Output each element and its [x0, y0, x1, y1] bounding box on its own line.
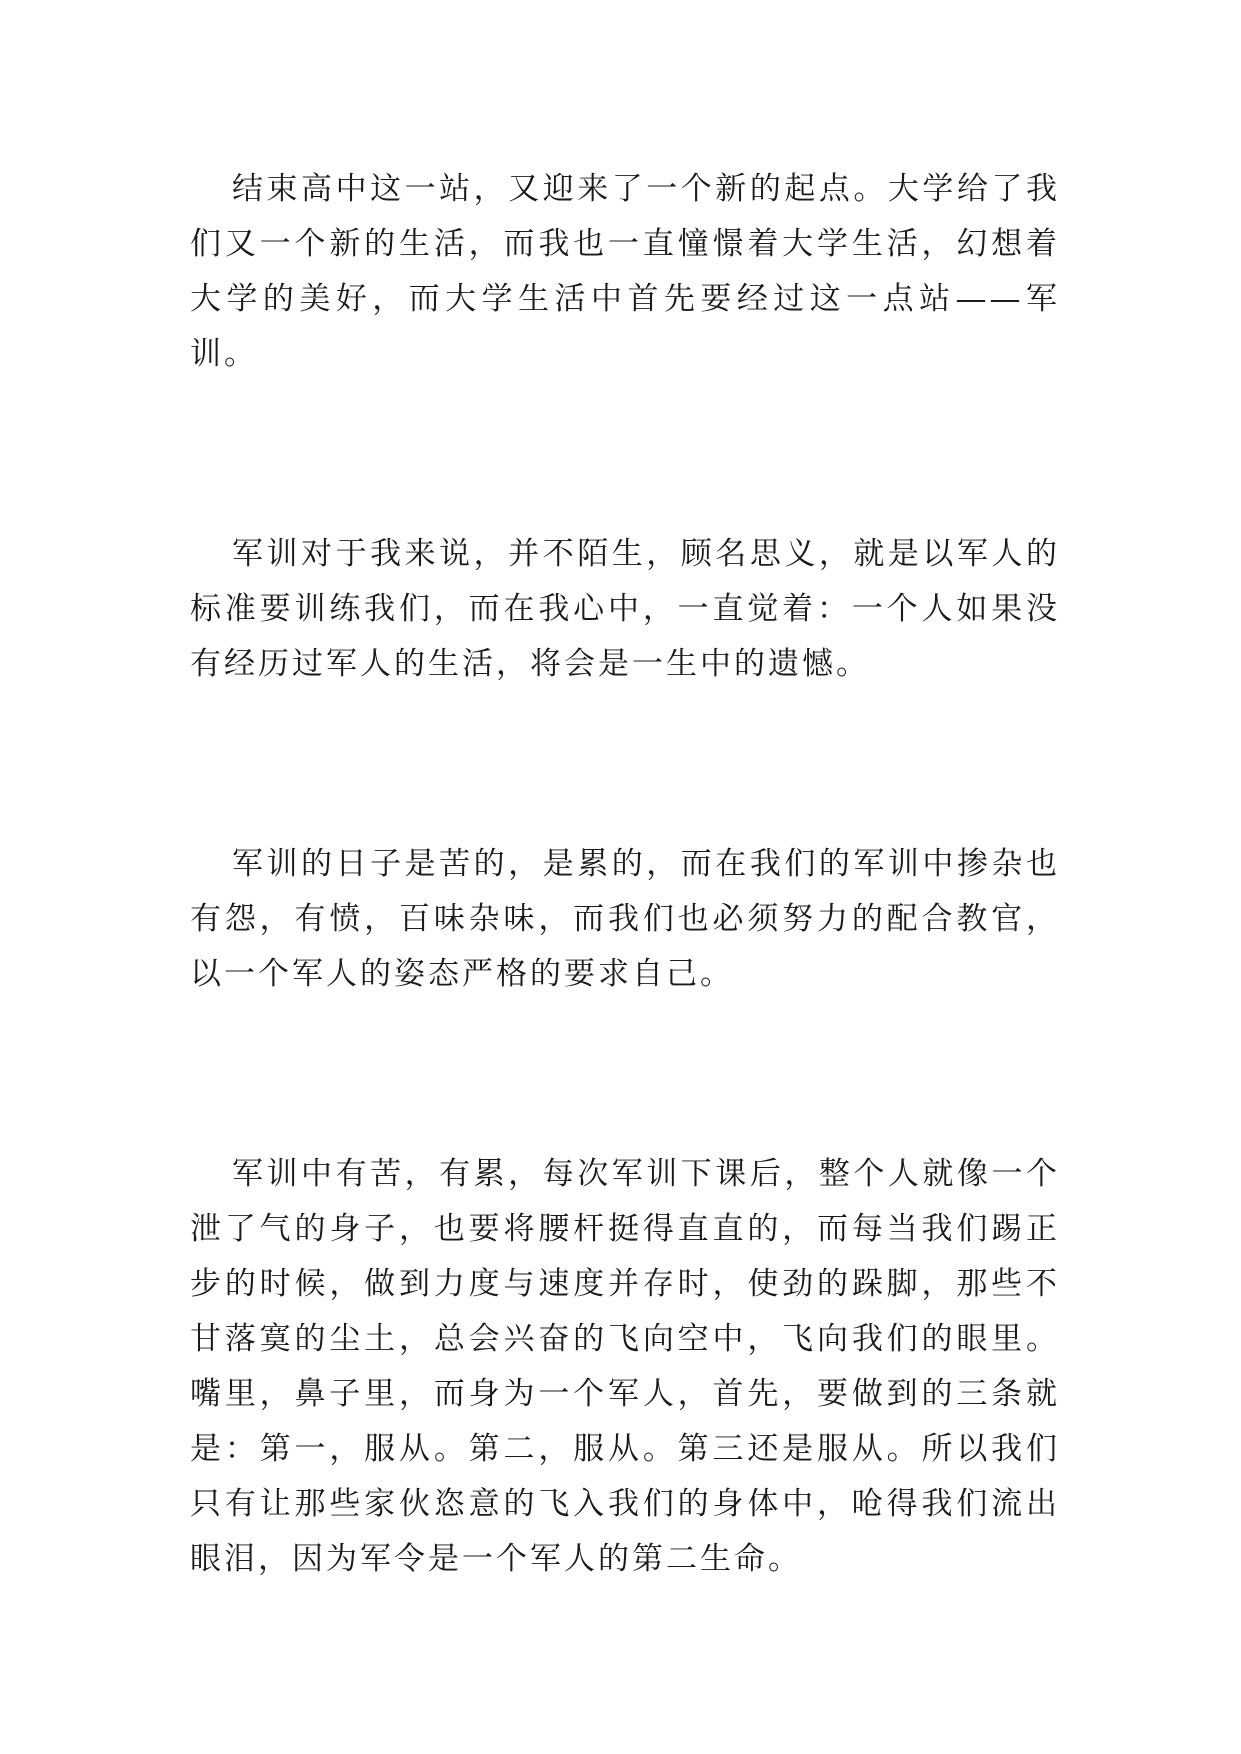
- paragraph-3: 军训的日子是苦的，是累的，而在我们的军训中掺杂也有怨，有愤，百味杂味，而我们也必须努力的配合教官，以一个军人的姿态严格的要求自己。: [190, 846, 1060, 992]
- paragraph-4: 军训中有苦，有累，每次军训下课后，整个人就像一个泄了气的身子，也要将腰杆挺得直直的，而每当我们踢正步的时候，做到力度与速度并存时，使劲的跺脚，那些不甘落寞的尘土，总会兴奋的飞向空中，飞向我们的眼里。嘴里，鼻子里，而身为一个军人，首先，要做到的三条就是：第一，服从。第二，服从。第三还是服从。所以我们只有让那些家伙恣意的飞入我们的身体中，呛得我们流出眼泪，因为军令是一个军人的第二生命。: [190, 1156, 1060, 1577]
- paragraph-2: 军训对于我来说，并不陌生，顾名思义，就是以军人的标准要训练我们，而在我心中，一直觉着：一个人如果没有经历过军人的生活，将会是一生中的遗憾。: [190, 536, 1060, 682]
- paragraph-1: 结束高中这一站，又迎来了一个新的起点。大学给了我们又一个新的生活，而我也一直憧憬着大学生活，幻想着大学的美好，而大学生活中首先要经过这一点站——军训。: [190, 171, 1060, 372]
- document-body: [190, 162, 1060, 1587]
